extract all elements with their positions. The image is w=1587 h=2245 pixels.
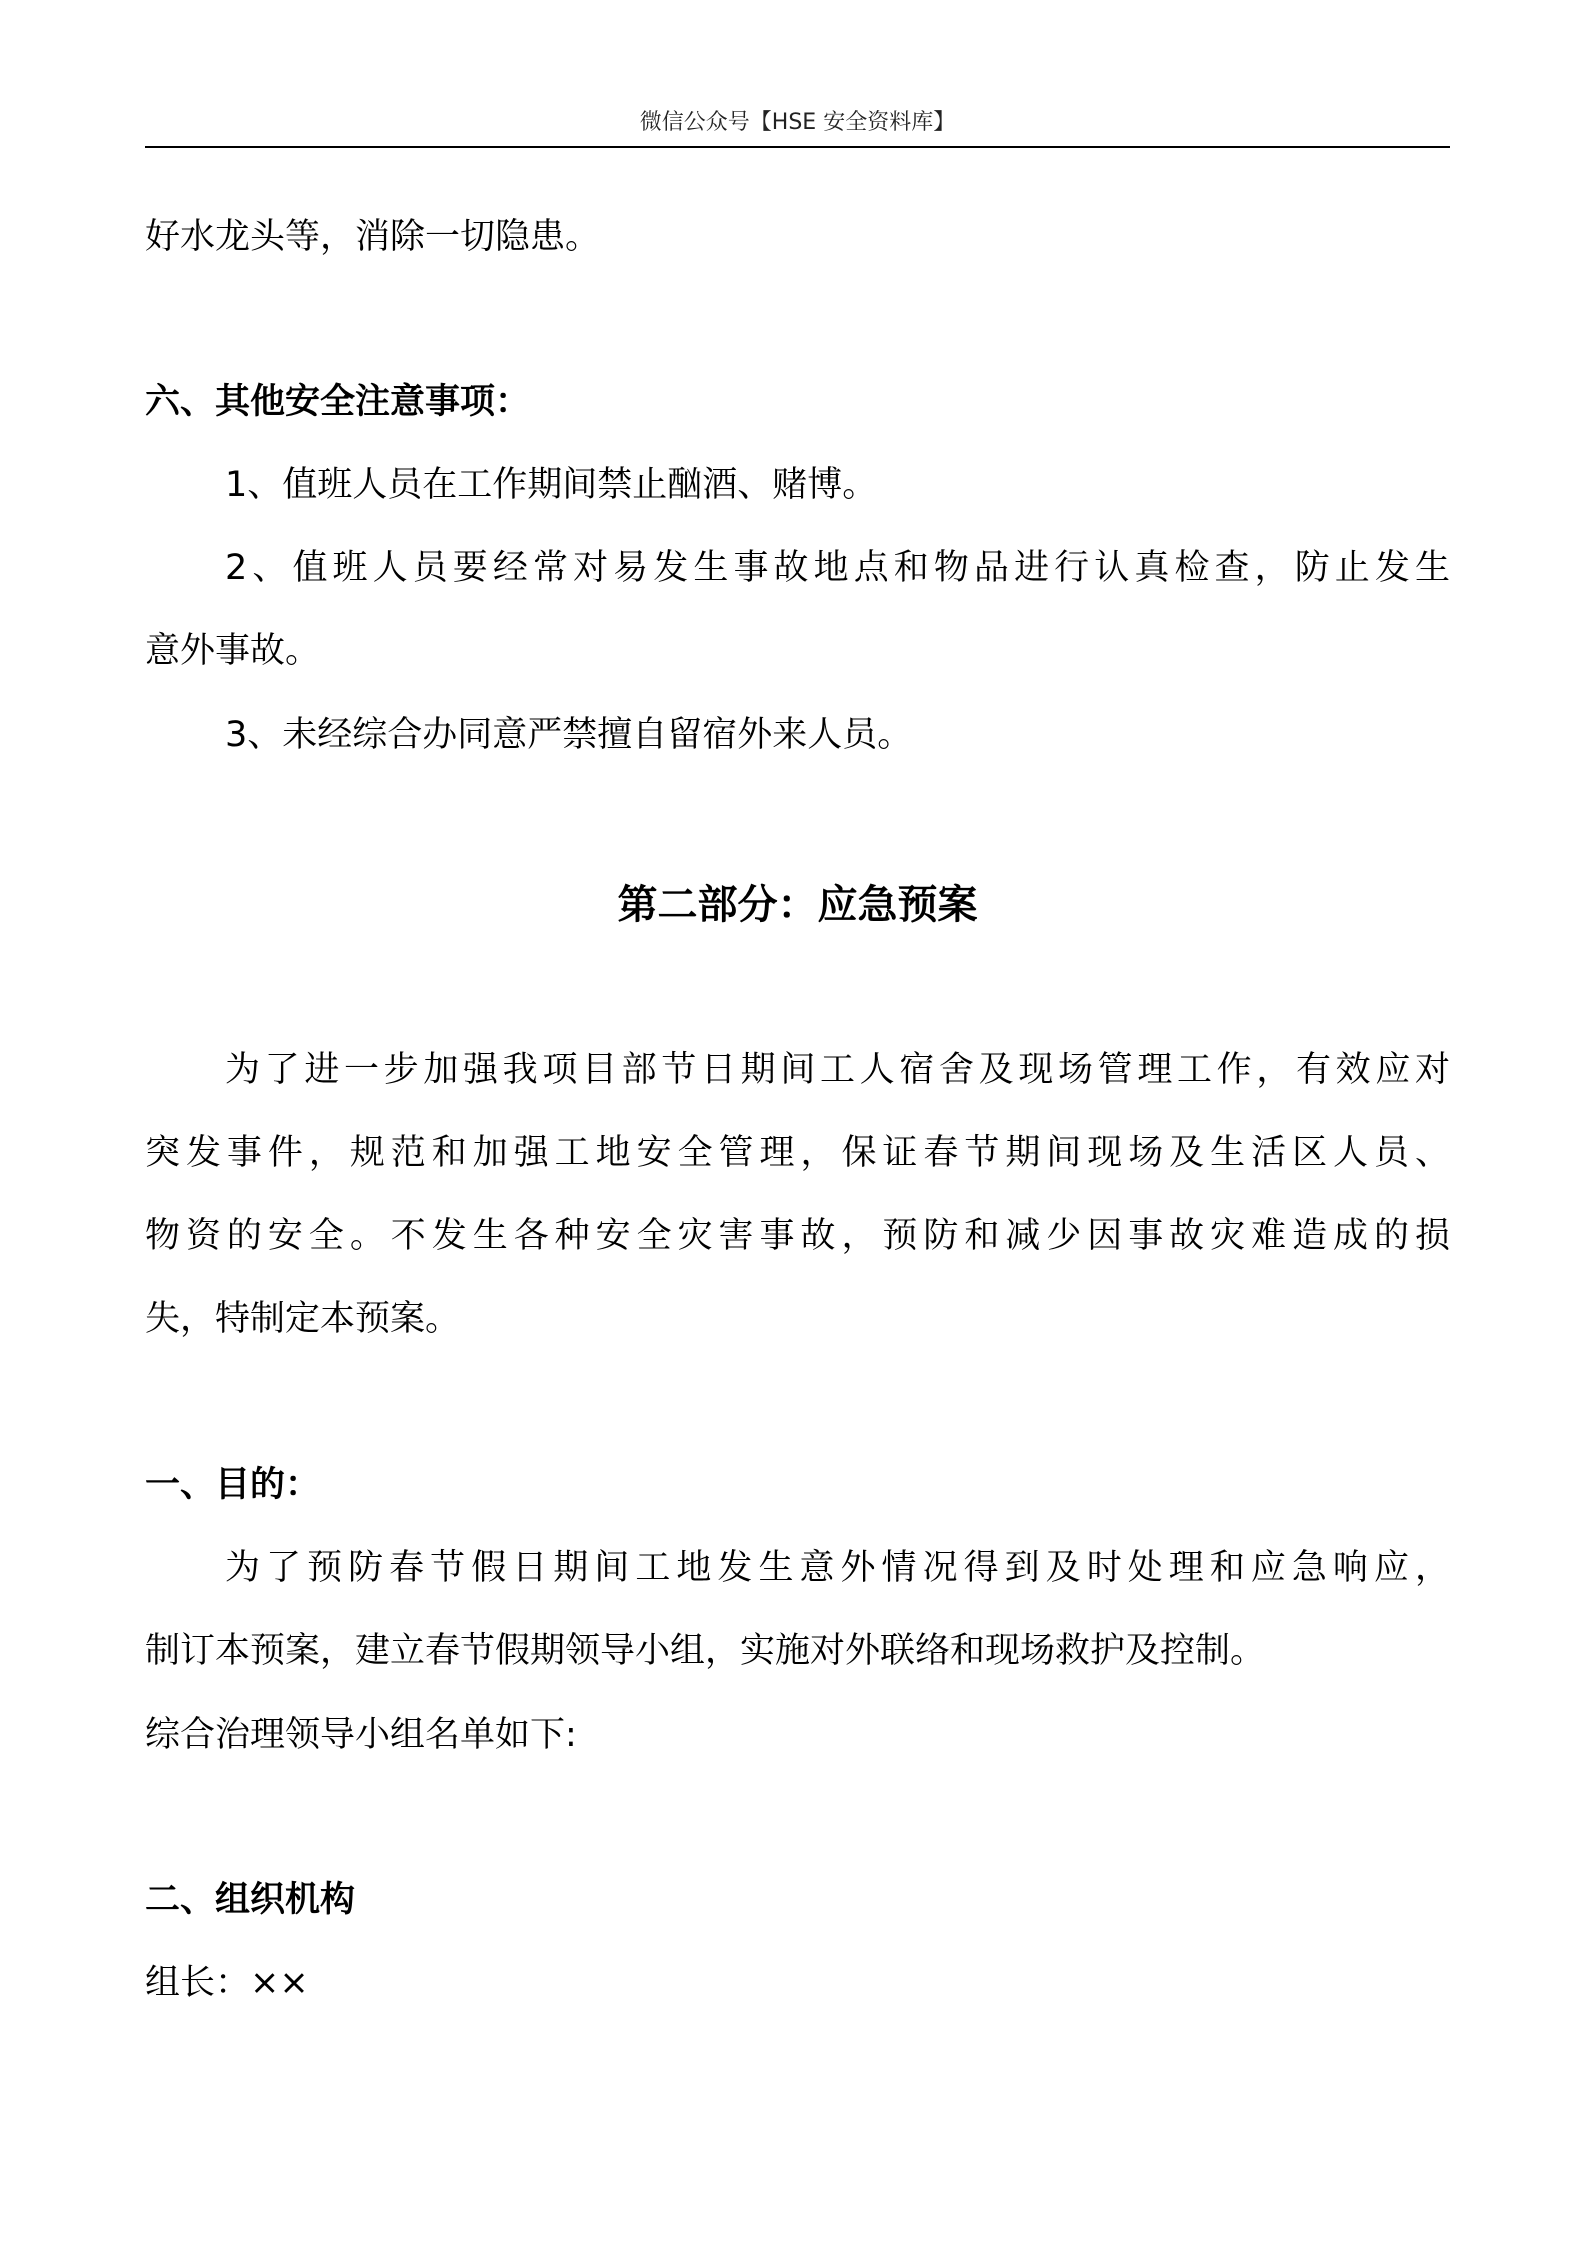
leader-line: 组长：×× [145, 1963, 309, 2003]
paragraph-line: 为了进一步加强我项目部节日期间工人宿舍及现场管理工作，有效应对 [225, 1050, 1450, 1090]
page-header: 微信公众号【HSE 安全资料库】 [639, 110, 956, 135]
section-heading-one: 一、目的： [145, 1465, 321, 1505]
section-heading-two: 二、组织机构 [145, 1880, 356, 1920]
part-title: 第二部分：应急预案 [617, 882, 978, 928]
paragraph-line: 综合治理领导小组名单如下: [145, 1715, 577, 1755]
paragraph-line: 好水龙头等，消除一切隐患。 [145, 217, 601, 257]
list-item: 2、值班人员要经常对易发生事故地点和物品进行认真检查，防止发生 [225, 548, 1450, 588]
paragraph-line: 失，特制定本预案。 [145, 1299, 461, 1339]
section-heading-six: 六、其他安全注意事项： [145, 382, 531, 422]
list-item-continuation: 意外事故。 [145, 631, 321, 671]
header-rule [145, 146, 1450, 148]
paragraph-line: 为了预防春节假日期间工地发生意外情况得到及时处理和应急响应， [225, 1548, 1450, 1588]
paragraph-line: 制订本预案，建立春节假期领导小组，实施对外联络和现场救护及控制。 [145, 1631, 1266, 1671]
list-item: 3、未经综合办同意严禁擅自留宿外来人员。 [225, 715, 913, 755]
paragraph-line: 物资的安全。不发生各种安全灾害事故，预防和减少因事故灾难造成的损 [145, 1216, 1450, 1256]
list-item: 1、值班人员在工作期间禁止酗酒、赌博。 [225, 465, 878, 505]
paragraph-line: 突发事件，规范和加强工地安全管理，保证春节期间现场及生活区人员、 [145, 1133, 1450, 1173]
